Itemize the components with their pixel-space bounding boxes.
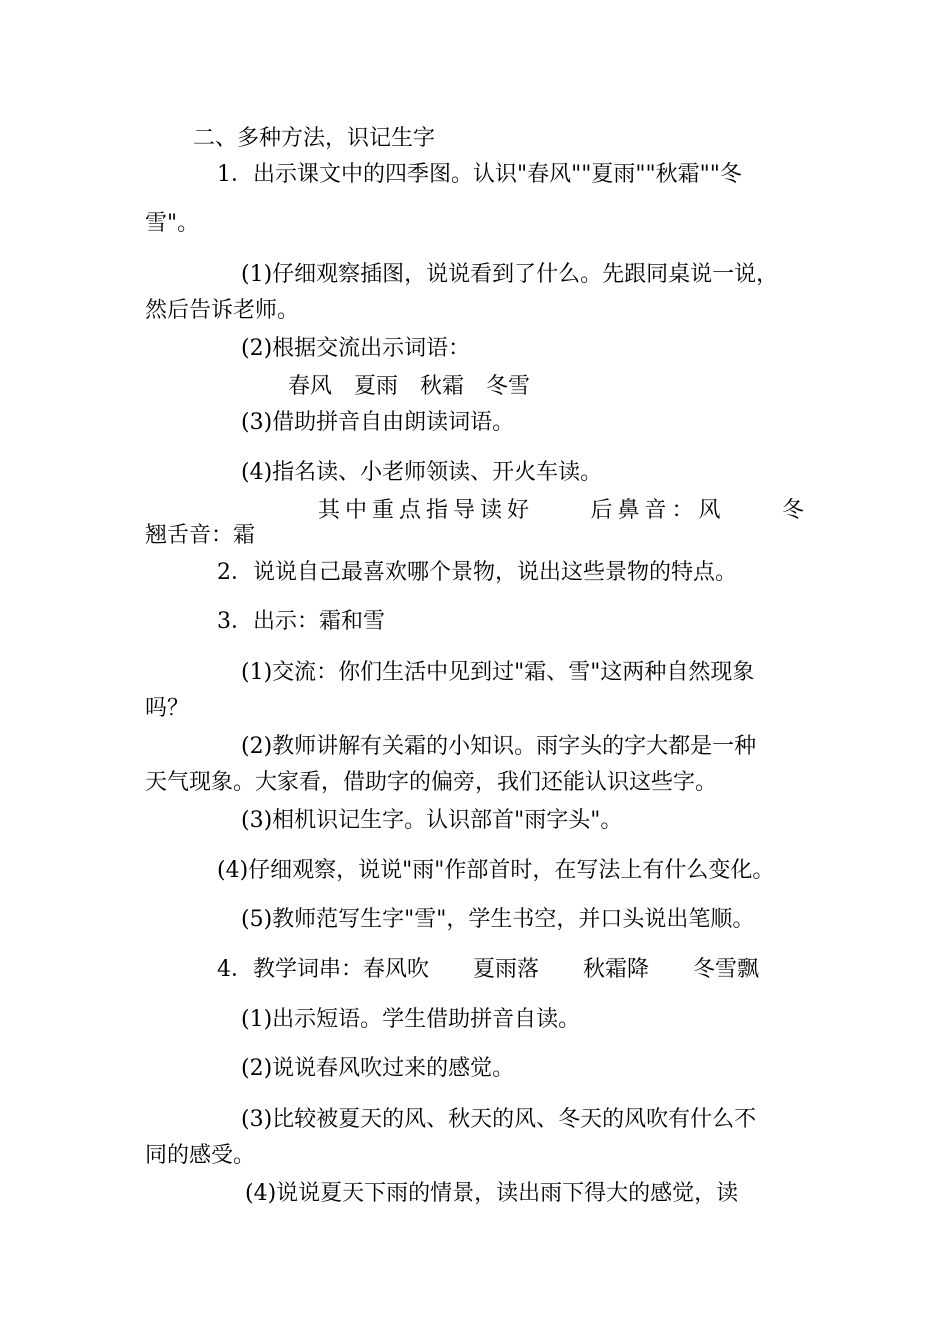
- paragraph-line: 吗？: [145, 696, 190, 721]
- paragraph-line: 雪"。: [145, 211, 200, 236]
- paragraph-line: (3)相机识记生字。认识部首"雨字头"。: [241, 808, 623, 833]
- paragraph-line: 然后告诉老师。: [145, 298, 300, 323]
- paragraph-line: 1．出示课文中的四季图。认识"春风""夏雨""秋霜""冬: [217, 162, 742, 187]
- guide-trailing-char: 冬: [781, 498, 804, 523]
- paragraph-line: (2)教师讲解有关霜的小知识。雨字头的字大都是一种: [241, 734, 757, 759]
- paragraph-line: 2．说说自己最喜欢哪个景物，说出这些景物的特点。: [217, 560, 737, 585]
- paragraph-line: (2)根据交流出示词语：: [241, 336, 471, 361]
- back-nasal-text: 后鼻音：风: [590, 498, 726, 523]
- paragraph-line: 4．教学词串：春风吹 夏雨落 秋霜降 冬雪飘: [217, 957, 759, 982]
- paragraph-line: 翘舌音：霜: [145, 523, 256, 548]
- paragraph-line: (1)交流：你们生活中见到过"霜、雪"这两种自然现象: [241, 660, 755, 685]
- paragraph-line: (3)借助拼音自由朗读词语。: [241, 410, 515, 435]
- paragraph-line: (4)仔细观察，说说"雨"作部首时，在写法上有什么变化。: [217, 858, 775, 883]
- paragraph-line: (2)说说春风吹过来的感觉。: [241, 1056, 515, 1081]
- paragraph-line: (5)教师范写生字"雪"，学生书空，并口头说出笔顺。: [241, 907, 755, 932]
- paragraph-line: 同的感受。: [145, 1143, 256, 1168]
- guide-text: 其中重点指导读好: [318, 498, 535, 523]
- word-list: 春风 夏雨 秋霜 冬雪: [288, 374, 531, 399]
- paragraph-line: 天气现象。大家看，借助字的偏旁，我们还能认识这些字。: [145, 770, 718, 795]
- pronunciation-guide-line: [318, 498, 804, 524]
- paragraph-line: (1)出示短语。学生借助拼音自读。: [241, 1007, 581, 1032]
- paragraph-line: (4)指名读、小老师领读、开火车读。: [241, 460, 603, 485]
- paragraph-line: (1)仔细观察插图，说说看到了什么。先跟同桌说一说，: [241, 262, 779, 287]
- paragraph-line: (3)比较被夏天的风、秋天的风、冬天的风吹有什么不: [241, 1107, 757, 1132]
- paragraph-line: 3．出示：霜和雪: [217, 609, 385, 634]
- paragraph-line: (4)说说夏天下雨的情景，读出雨下得大的感觉，读: [245, 1181, 739, 1206]
- section-heading: 二、多种方法，识记生字: [193, 126, 436, 151]
